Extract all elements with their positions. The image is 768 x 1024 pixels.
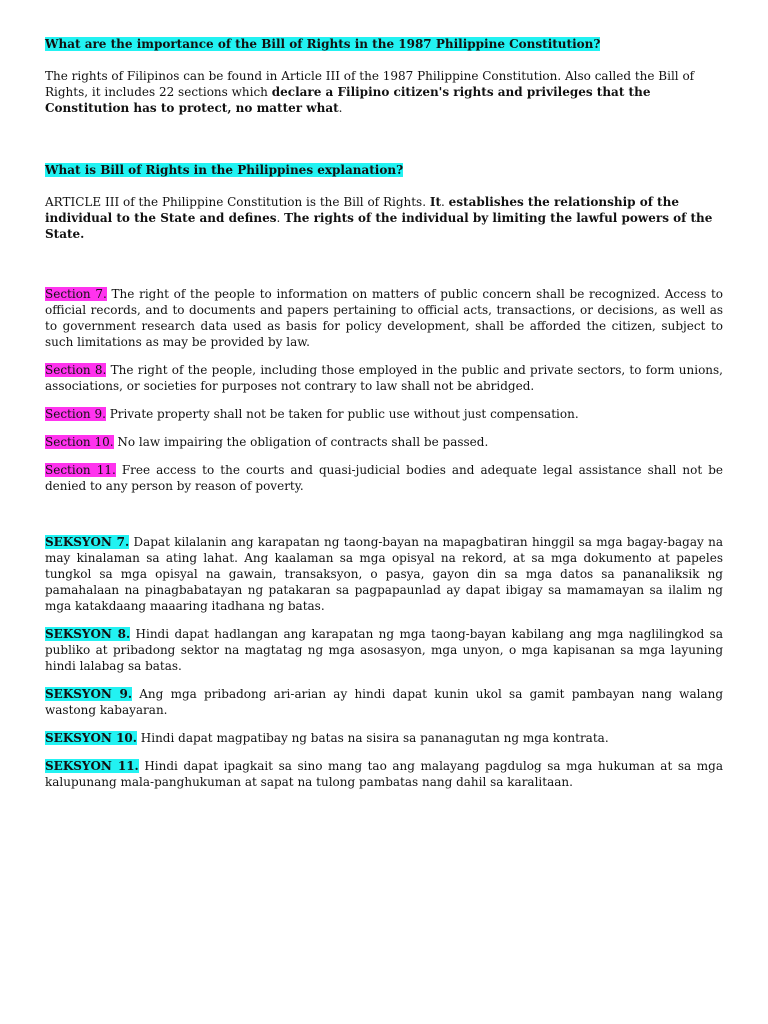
english-sections bbox=[45, 286, 723, 494]
seksyon-11-label: SEKSYON 11. bbox=[45, 759, 139, 773]
section-8 bbox=[45, 362, 723, 394]
seksyon-7 bbox=[45, 534, 723, 614]
section-11-text: Free access to the courts and quasi-judicial bodies and adequate legal assistance shall not be denied to any person by reason of poverty. bbox=[45, 463, 723, 493]
answer-2-bold-2: establishes the relationship of the individual to the State and defines bbox=[45, 195, 679, 225]
answer-2-mid2: . bbox=[276, 211, 285, 225]
section-10-label: Section 10. bbox=[45, 435, 114, 449]
section-9 bbox=[45, 406, 723, 422]
question-heading-2 bbox=[45, 162, 723, 178]
seksyon-8-label: SEKSYON 8. bbox=[45, 627, 131, 641]
seksyon-11 bbox=[45, 758, 723, 790]
document-page bbox=[45, 36, 723, 790]
seksyon-10-text: Hindi dapat magpatibay ng batas na sisira sa pananagutan ng mga kontrata. bbox=[136, 731, 609, 745]
section-9-text: Private property shall not be taken for public use without just compensation. bbox=[105, 407, 579, 421]
section-10-text: No law impairing the obligation of contracts shall be passed. bbox=[113, 435, 489, 449]
section-9-label: Section 9. bbox=[45, 407, 106, 421]
answer-2-mid: . bbox=[441, 195, 449, 209]
answer-1-bold: declare a Filipino citizen's rights and privileges that the Constitution has to protect, no matter what bbox=[45, 85, 651, 115]
section-8-text: The right of the people, including those employed in the public and private sectors, to form unions, associations, or societies for purposes not contrary to law shall not be abridged. bbox=[45, 363, 723, 393]
seksyon-9-label: SEKSYON 9. bbox=[45, 687, 133, 701]
answer-2-plain: ARTICLE III of the Philippine Constitution is the Bill of Rights. bbox=[45, 195, 430, 209]
seksyon-9 bbox=[45, 686, 723, 718]
answer-1-end: . bbox=[338, 101, 343, 115]
section-7-label: Section 7. bbox=[45, 287, 107, 301]
section-8-label: Section 8. bbox=[45, 363, 107, 377]
seksyon-9-text: Ang mga pribadong ari-arian ay hindi dapat kunin ukol sa gamit pambayan nang walang wastong kabayaran. bbox=[45, 687, 723, 717]
answer-paragraph-1 bbox=[45, 68, 723, 116]
seksyon-8 bbox=[45, 626, 723, 674]
answer-1-plain: The rights of Filipinos can be found in Article III of the 1987 Philippine Constitution. Also called the Bill of Rights, it includes 22 sections which bbox=[45, 69, 695, 99]
section-11-label: Section 11. bbox=[45, 463, 116, 477]
seksyon-7-text: Dapat kilalanin ang karapatan ng taong-bayan na mapagbatiran hinggil sa mga bagay-bagay na may kinalaman sa ating lahat. Ang kaalaman sa mga opisyal na rekord, at sa mga dokumento at papeles tungkol sa mga opisyal na gawain, transaksyon, o pasya, gayon din sa mga datos sa pananaliksik ng pamahalaan na pinagbabatayan ng patakaran sa pagpapaunlad ay dapat ibigay sa mamamayan sa ilalim ng mga katakdaang maaaring itadhana ng batas. bbox=[45, 535, 723, 613]
answer-2-bold-3: The rights of the individual by limiting the lawful powers of the State. bbox=[45, 211, 713, 241]
section-7-text: The right of the people to information on matters of public concern shall be recognized. Access to official records, and to documents and papers pertaining to official acts, transactions, or decisions, as well as to government research data used as basis for policy development, shall be afforded the citizen, subject to such limitations as may be provided by law. bbox=[45, 287, 723, 349]
section-10 bbox=[45, 434, 723, 450]
question-heading-2-text: What is Bill of Rights in the Philippines explanation? bbox=[45, 163, 404, 177]
section-11 bbox=[45, 462, 723, 494]
seksyon-7-label: SEKSYON 7. bbox=[45, 535, 130, 549]
section-7 bbox=[45, 286, 723, 350]
question-heading-1 bbox=[45, 36, 723, 52]
seksyon-8-text: Hindi dapat hadlangan ang karapatan ng mga taong-bayan kabilang ang mga naglilingkod sa publiko at pribadong sektor na magtatag ng mga asosasyon, mga unyon, o mga kapisanan sa mga layuning hindi lalabag sa batas. bbox=[45, 627, 723, 673]
answer-2-bold-1: It bbox=[429, 195, 441, 209]
seksyon-11-text: Hindi dapat ipagkait sa sino mang tao ang malayang pagdulog sa mga hukuman at sa mga kalupunang mala-panghukuman at sapat na tulong pambatas nang dahil sa karalitaan. bbox=[45, 759, 723, 789]
answer-paragraph-2 bbox=[45, 194, 723, 242]
question-heading-1-text: What are the importance of the Bill of Rights in the 1987 Philippine Constitution? bbox=[45, 37, 601, 51]
seksyon-10 bbox=[45, 730, 723, 746]
seksyon-10-label: SEKSYON 10. bbox=[45, 731, 137, 745]
tagalog-sections bbox=[45, 534, 723, 790]
